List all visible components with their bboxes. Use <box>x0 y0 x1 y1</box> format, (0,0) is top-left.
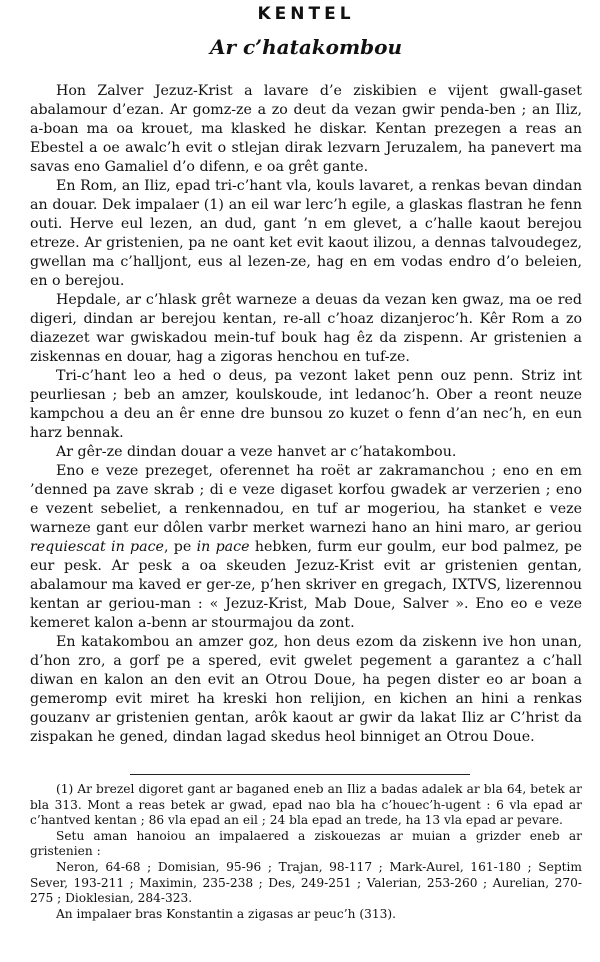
paragraph-3: Hepdale, ar c’hlask grêt warneze a deuas da vezan ken gwaz, ma oe red digeri, dindan ar berejou kentan, re-all c’hoaz dizanjeroc’h. Kêr Rom a zo diazezet war gwiskadou mein-tuf bouk hag êz da zispenn. Ar gristenien a ziskennas en douar, hag a zigoras henchou en tuf-ze. <box>30 292 582 365</box>
paragraph-5: Ar gêr-ze dindan douar a veze hanvet ar c’hatakombou. <box>56 444 457 460</box>
paragraph-7: En katakombou an amzer goz, hon deus ezom da ziskenn ive hon unan, d’hon zro, a gorf pe a spered, evit gwelet pegement a garantez a c’hall diwan en kalon an den evit an Otrou Doue, ha pegen dister eo ar boan a gemeromp evit miret ha kreski hon relijion, en kichen an hini a renkas gouzanv ar gristenien gentan, arôk kaout ar gwir da lakat Iliz ar C’hrist da zispakan he gened, dindan lagad skedus heol binniget an Otrou Doue. <box>30 634 582 745</box>
paragraph-6-text-a: Eno e veze prezeget, oferennet ha roët ar zakramanchou ; eno en em ’denned pa zave skrab ; di e veze digaset korfou gwadek ar verzerien ; eno e vezent sebeliet, a renkennadou, en tuf ar mogeriou, ha stanket e veze warneze gant eur dôlen varbr merket warnezi hano an hini maro, ar geriou <box>30 463 582 536</box>
paragraph-4: Tri-c’hant leo a hed o deus, pa vezont laket penn ouz penn. Striz int peurliesan ; beb an amzer, koulskoude, int ledanoc’h. Ober a reont neuze kampchou a deu an êr enne dre bunsou zo kuzet o fenn d’an nec’h, en eun harz bennak. <box>30 368 582 441</box>
footnotes <box>30 782 582 922</box>
lesson-heading: KENTEL <box>257 4 355 24</box>
latin-phrase-in-pace: in pace <box>196 539 250 555</box>
latin-phrase-requiescat: requiescat in pace <box>30 539 164 555</box>
main-text <box>30 82 582 747</box>
footnote-1: (1) Ar brezel digoret gant ar baganed eneb an Iliz a badas adalek ar bla 64, betek ar bla 313. Mont a reas betek ar gwad, epad nao bla ha c’houec’h-ugent : 6 vla epad ar c’hantved kentan ; 86 vla epad an eil ; 24 bla epad an trede, ha 13 vla epad ar pevare. <box>30 782 582 828</box>
chapter-title: Ar c’hatakombou <box>209 35 403 59</box>
paragraph-6-text-c: hebken, furm eur goulm, eur bod palmez, pe eur pesk. Ar pesk a oa skeuden Jezuz-Krist evit ar gristenien gentan, abalamour ma kaved er ger-ze, p’hen skriver en gregach, IXTVS, lizerennou kentan ar geriou-man : « Jezuz-Krist, Mab Doue, Salver ». Eno eo e veze kemeret kalon a-benn ar stourmajou da zont. <box>30 539 582 631</box>
emperor-list: Neron, 64-68 ; Domisian, 95-96 ; Trajan, 98-117 ; Mark-Aurel, 161-180 ; Septim Sever, 193-211 ; Maximin, 235-238 ; Des, 249-251 ; Valerian, 253-260 ; Aurelian, 270-275 ; Dioklesian, 284-323. <box>30 859 582 906</box>
paragraph-6 <box>30 462 582 633</box>
paragraph-2: En Rom, an Iliz, epad tri-c’hant vla, kouls lavaret, a renkas bevan dindan an douar. Dek impalaer (1) an eil war lerc’h egile, a glaskas flastran he fenn outi. Herve eul lezen, an dud, gant ’n em glevet, a c’halle kaout berejou etreze. Ar gristenien, pa ne oant ket evit kaout ilizou, a dennas talvoudegez, gwellan ma c’halljont, eus al lezen-ze, hag en em vodas endro d’o beleien, en o berejou. <box>30 178 582 289</box>
footnote-constantine: An impalaer bras Konstantin a zigasas ar peuc’h (313). <box>56 906 396 921</box>
paragraph-6-text-b: , pe <box>163 539 197 555</box>
footnote-divider <box>130 774 470 775</box>
footnote-intro: Setu aman hanoiou an impalaered a ziskouezas ar muian a grizder eneb ar gristenien : <box>30 828 582 859</box>
paragraph-1: Hon Zalver Jezuz-Krist a lavare d’e ziskibien e vijent gwall-gaset abalamour d’ezan. Ar gomz-ze a zo deut da vezan gwir penda-ben ; an Iliz, a-boan ma oa krouet, ma klasked he diskar. Kentan prezegen a reas an Ebestel a oe awalc’h evit o stlejan dirak lezvarn Jeruzalem, ha panevert ma savas eno Gamaliel d’o difenn, e oa grêt gante. <box>30 83 582 175</box>
